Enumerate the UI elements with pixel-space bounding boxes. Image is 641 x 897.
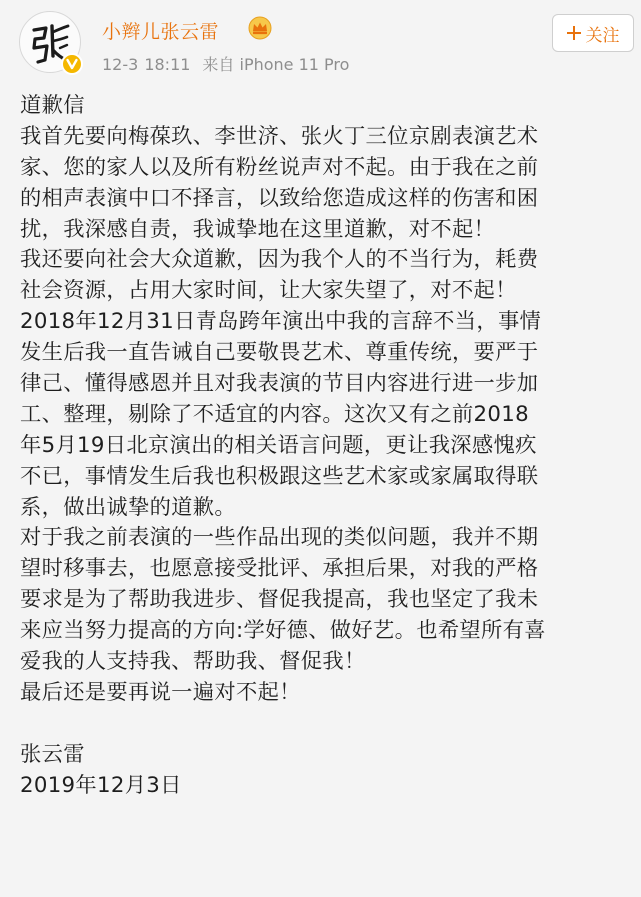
- letter-line: 工、整理，剔除了不适宜的内容。这次又有之前2018: [20, 401, 529, 427]
- post-meta: [102, 52, 349, 75]
- letter-line: 我首先要向梅葆玖、李世济、张火丁三位京剧表演艺术: [20, 123, 539, 149]
- letter-line: 来应当努力提高的方向:学好德、做好艺。也希望所有喜: [20, 618, 546, 644]
- letter-title: 道歉信: [20, 93, 85, 118]
- apology-letter: [20, 91, 632, 801]
- blank-line: [20, 709, 632, 740]
- letter-line: 2018年12月31日青岛跨年演出中我的言辞不当，事情: [20, 309, 542, 335]
- verified-badge-icon: [61, 53, 83, 75]
- follow-button[interactable]: [552, 14, 634, 52]
- letter-line: 家、您的家人以及所有粉丝说声对不起。由于我在之前: [20, 154, 539, 180]
- letter-line: 社会资源，占用大家时间，让大家失望了，对不起！: [20, 278, 517, 304]
- post-date: 12-3: [102, 55, 139, 74]
- letter-line: 的相声表演中口不择言，以致给您造成这样的伤害和困: [20, 185, 539, 211]
- letter-line: 年5月19日北京演出的相关语言问题，更让我深感愧疚: [20, 432, 537, 458]
- letter-line: 爱我的人支持我、帮助我、督促我！: [20, 649, 366, 675]
- letter-line: 望时移事去，也愿意接受批评、承担后果，对我的严格: [20, 556, 539, 582]
- letter-line: 我还要向社会大众道歉，因为我个人的不当行为，耗费: [20, 247, 539, 273]
- letter-signature: 张云雷: [20, 741, 85, 767]
- letter-line: 对于我之前表演的一些作品出现的类似问题，我并不期: [20, 525, 539, 551]
- letter-line: 扰，我深感自责，我诚挚地在这里道歉，对不起！: [20, 216, 496, 242]
- crown-icon[interactable]: [248, 16, 272, 40]
- plus-icon: [567, 26, 581, 40]
- follow-label: 关注: [585, 25, 620, 46]
- letter-line: 系，做出诚挚的道歉。: [20, 494, 236, 520]
- letter-line: 律己、懂得感恩并且对我表演的节目内容进行进一步加: [20, 371, 539, 397]
- post-source: 来自 iPhone 11 Pro: [202, 55, 350, 74]
- avatar[interactable]: [19, 11, 81, 73]
- letter-sign-date: 2019年12月3日: [20, 772, 182, 798]
- letter-line: 发生后我一直告诫自己要敬畏艺术、尊重传统，要严于: [20, 340, 539, 366]
- username[interactable]: 小辫儿张云雷: [102, 21, 220, 43]
- post-time: 18:11: [144, 55, 191, 74]
- letter-line: 最后还是要再说一遍对不起！: [20, 679, 301, 705]
- letter-line: 不已，事情发生后我也积极跟这些艺术家或家属取得联: [20, 463, 539, 489]
- letter-line: 要求是为了帮助我进步、督促我提高，我也坚定了我未: [20, 587, 539, 613]
